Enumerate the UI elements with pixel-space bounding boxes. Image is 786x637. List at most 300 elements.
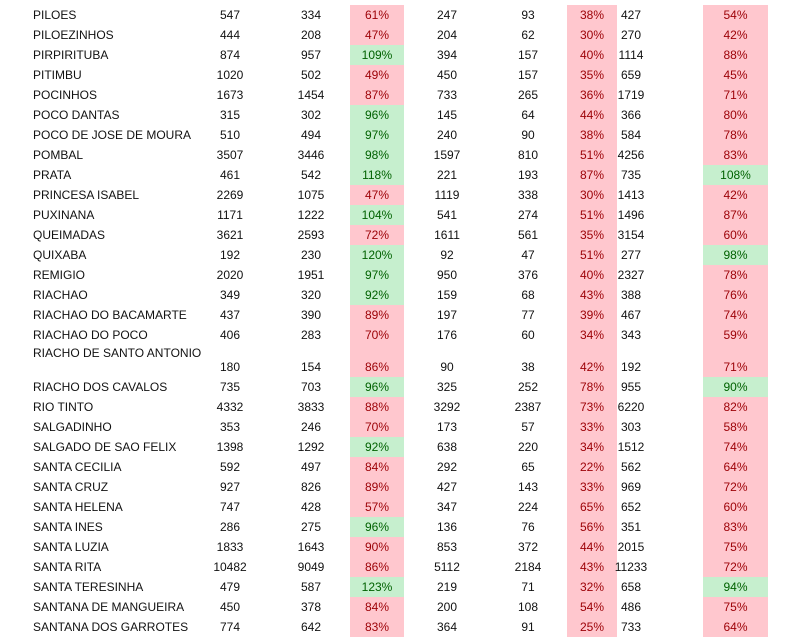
value-col-2: 497 bbox=[300, 460, 322, 474]
percent-col-1: 72% bbox=[350, 225, 404, 245]
percent-col-1: 96% bbox=[350, 517, 404, 537]
percent-col-3: 64% bbox=[703, 457, 768, 477]
value-col-3: 240 bbox=[436, 128, 458, 142]
value-col-2: 587 bbox=[300, 580, 322, 594]
value-col-5: 652 bbox=[620, 500, 642, 514]
municipality-name: PRATA bbox=[33, 168, 72, 182]
percent-col-1: 88% bbox=[350, 397, 404, 417]
percent-col-1: 92% bbox=[350, 437, 404, 457]
value-col-4: 372 bbox=[517, 540, 539, 554]
municipality-name: SANTA CRUZ bbox=[33, 480, 109, 494]
value-col-3: 90 bbox=[440, 360, 454, 374]
value-col-2: 283 bbox=[300, 328, 322, 342]
value-col-1: 735 bbox=[219, 380, 241, 394]
table-row bbox=[0, 245, 786, 265]
table-row bbox=[0, 377, 786, 397]
value-col-3: 221 bbox=[436, 168, 458, 182]
value-col-2: 642 bbox=[300, 620, 322, 634]
value-col-1: 1171 bbox=[217, 208, 243, 222]
value-col-2: 334 bbox=[300, 8, 322, 22]
municipality-name: PILOEZINHOS bbox=[33, 28, 114, 42]
value-col-4: 252 bbox=[517, 380, 539, 394]
value-col-2: 494 bbox=[300, 128, 322, 142]
value-col-3: 347 bbox=[436, 500, 458, 514]
value-col-5: 303 bbox=[620, 420, 642, 434]
value-col-5: 3154 bbox=[617, 228, 645, 242]
value-col-5: 733 bbox=[620, 620, 642, 634]
percent-col-2: 22% bbox=[567, 457, 617, 477]
value-col-4: 77 bbox=[521, 308, 535, 322]
value-col-1: 461 bbox=[219, 168, 241, 182]
value-col-5: 659 bbox=[620, 68, 642, 82]
value-col-3: 1119 bbox=[434, 188, 460, 202]
value-col-4: 62 bbox=[521, 28, 535, 42]
value-col-2: 1075 bbox=[297, 188, 325, 202]
value-col-5: 6220 bbox=[617, 400, 645, 414]
value-col-5: 427 bbox=[620, 8, 642, 22]
percent-col-3: 88% bbox=[703, 45, 768, 65]
value-col-3: 1611 bbox=[434, 228, 460, 242]
value-col-2: 3446 bbox=[297, 148, 325, 162]
value-col-5: 343 bbox=[620, 328, 642, 342]
percent-col-2: 87% bbox=[567, 165, 617, 185]
percent-col-1: 97% bbox=[350, 265, 404, 285]
value-col-1: 349 bbox=[219, 288, 241, 302]
percent-col-3: 75% bbox=[703, 597, 768, 617]
value-col-4: 64 bbox=[521, 108, 535, 122]
value-col-2: 826 bbox=[300, 480, 322, 494]
value-col-1: 437 bbox=[219, 308, 241, 322]
value-col-5: 1496 bbox=[617, 208, 645, 222]
percent-col-3: 74% bbox=[703, 305, 768, 325]
value-col-4: 57 bbox=[521, 420, 535, 434]
value-col-4: 90 bbox=[521, 128, 535, 142]
table-row bbox=[0, 5, 786, 25]
value-col-2: 390 bbox=[300, 308, 322, 322]
table-row bbox=[0, 557, 786, 577]
percent-col-3: 60% bbox=[703, 497, 768, 517]
table-row bbox=[0, 497, 786, 517]
percent-col-1: 61% bbox=[350, 5, 404, 25]
value-col-5: 1719 bbox=[617, 88, 645, 102]
value-col-3: 541 bbox=[436, 208, 458, 222]
value-col-1: 927 bbox=[219, 480, 241, 494]
percent-col-2: 32% bbox=[567, 577, 617, 597]
value-col-3: 145 bbox=[436, 108, 458, 122]
table-row bbox=[0, 617, 786, 637]
value-col-2: 246 bbox=[300, 420, 322, 434]
value-col-5: 1512 bbox=[617, 440, 645, 454]
table-row bbox=[0, 437, 786, 457]
municipality-name: PUXINANA bbox=[33, 208, 95, 222]
value-col-1: 1398 bbox=[216, 440, 244, 454]
value-col-4: 338 bbox=[517, 188, 539, 202]
municipality-name: SANTA RITA bbox=[33, 560, 102, 574]
table-row bbox=[0, 65, 786, 85]
percent-col-1: 83% bbox=[350, 617, 404, 637]
value-col-5: 969 bbox=[620, 480, 642, 494]
value-col-4: 93 bbox=[521, 8, 535, 22]
municipality-name: SANTA CECILIA bbox=[33, 460, 122, 474]
percent-col-3: 74% bbox=[703, 437, 768, 457]
value-col-3: 638 bbox=[436, 440, 458, 454]
value-col-4: 76 bbox=[521, 520, 535, 534]
percent-col-3: 42% bbox=[703, 185, 768, 205]
value-col-1: 315 bbox=[219, 108, 241, 122]
percent-col-1: 123% bbox=[350, 577, 404, 597]
percent-col-2: 38% bbox=[567, 125, 617, 145]
municipality-name: RIACHO DOS CAVALOS bbox=[33, 380, 168, 394]
table-row bbox=[0, 165, 786, 185]
percent-col-3: 59% bbox=[703, 325, 768, 345]
value-col-4: 376 bbox=[517, 268, 539, 282]
percent-col-1: 47% bbox=[350, 185, 404, 205]
value-col-1: 2020 bbox=[216, 268, 244, 282]
municipality-name: RIACHAO bbox=[33, 288, 88, 302]
value-col-3: 197 bbox=[436, 308, 458, 322]
value-col-1: 1020 bbox=[216, 68, 244, 82]
value-col-5: 351 bbox=[620, 520, 642, 534]
percent-col-1: 87% bbox=[350, 85, 404, 105]
value-col-1: 3507 bbox=[216, 148, 244, 162]
value-col-5: 584 bbox=[620, 128, 642, 142]
percent-col-2: 30% bbox=[567, 25, 617, 45]
percent-col-3: 54% bbox=[703, 5, 768, 25]
value-col-2: 2593 bbox=[297, 228, 325, 242]
value-col-3: 247 bbox=[436, 8, 458, 22]
percent-col-3: 78% bbox=[703, 125, 768, 145]
value-col-4: 143 bbox=[517, 480, 539, 494]
value-col-3: 733 bbox=[436, 88, 458, 102]
percent-col-1: 89% bbox=[350, 305, 404, 325]
value-col-1: 4332 bbox=[216, 400, 244, 414]
value-col-4: 265 bbox=[517, 88, 539, 102]
value-col-2: 1643 bbox=[297, 540, 325, 554]
value-col-2: 208 bbox=[300, 28, 322, 42]
value-col-1: 1673 bbox=[216, 88, 244, 102]
value-col-4: 71 bbox=[521, 580, 535, 594]
value-col-4: 91 bbox=[521, 620, 535, 634]
value-col-4: 2387 bbox=[514, 400, 542, 414]
value-col-4: 38 bbox=[521, 360, 535, 374]
percent-col-2: 34% bbox=[567, 437, 617, 457]
percent-col-1: 97% bbox=[350, 125, 404, 145]
percent-col-1: 70% bbox=[350, 325, 404, 345]
value-col-3: 176 bbox=[436, 328, 458, 342]
table-row bbox=[0, 205, 786, 225]
percent-col-1: 84% bbox=[350, 457, 404, 477]
percent-col-3: 108% bbox=[703, 165, 768, 185]
value-col-3: 364 bbox=[436, 620, 458, 634]
table-row bbox=[0, 105, 786, 125]
percent-col-3: 42% bbox=[703, 25, 768, 45]
percent-col-1: 70% bbox=[350, 417, 404, 437]
percent-col-1: 96% bbox=[350, 105, 404, 125]
municipality-name: PITIMBU bbox=[33, 68, 82, 82]
municipality-name: SANTANA DOS GARROTES bbox=[33, 620, 189, 634]
value-col-2: 1222 bbox=[297, 208, 325, 222]
value-col-3: 427 bbox=[436, 480, 458, 494]
value-col-1: 774 bbox=[219, 620, 241, 634]
percent-col-2: 73% bbox=[567, 397, 617, 417]
value-col-2: 230 bbox=[300, 248, 322, 262]
value-col-3: 159 bbox=[436, 288, 458, 302]
table-row bbox=[0, 517, 786, 537]
value-col-5: 1413 bbox=[617, 188, 645, 202]
value-col-4: 60 bbox=[521, 328, 535, 342]
value-col-3: 1597 bbox=[433, 148, 461, 162]
value-col-5: 11233 bbox=[614, 560, 648, 574]
municipality-name: POCO DE JOSE DE MOURA bbox=[33, 128, 192, 142]
value-col-2: 3833 bbox=[297, 400, 325, 414]
percent-col-2: 43% bbox=[567, 557, 617, 577]
value-col-3: 325 bbox=[436, 380, 458, 394]
percent-col-3: 72% bbox=[703, 557, 768, 577]
municipality-name: SANTA LUZIA bbox=[33, 540, 109, 554]
table-row bbox=[0, 397, 786, 417]
table-row bbox=[0, 457, 786, 477]
municipality-name: QUEIMADAS bbox=[33, 228, 106, 242]
percent-col-2: 51% bbox=[567, 145, 617, 165]
value-col-5: 277 bbox=[620, 248, 642, 262]
percent-col-2: 30% bbox=[567, 185, 617, 205]
value-col-4: 65 bbox=[521, 460, 535, 474]
value-col-4: 224 bbox=[517, 500, 539, 514]
value-col-1: 874 bbox=[219, 48, 241, 62]
value-col-1: 180 bbox=[219, 360, 241, 374]
value-col-1: 1833 bbox=[216, 540, 244, 554]
municipality-name: SALGADINHO bbox=[33, 420, 112, 434]
value-col-1: 592 bbox=[219, 460, 241, 474]
value-col-2: 320 bbox=[300, 288, 322, 302]
table-row bbox=[0, 325, 786, 345]
percent-col-2: 33% bbox=[567, 477, 617, 497]
table-row bbox=[0, 477, 786, 497]
value-col-5: 562 bbox=[620, 460, 642, 474]
table-row bbox=[0, 45, 786, 65]
value-col-1: 3621 bbox=[216, 228, 244, 242]
municipality-name: RIACHAO DO BACAMARTE bbox=[33, 308, 187, 322]
value-col-1: 547 bbox=[219, 8, 241, 22]
percent-col-1: 49% bbox=[350, 65, 404, 85]
value-col-5: 735 bbox=[620, 168, 642, 182]
value-col-4: 810 bbox=[517, 148, 539, 162]
percent-col-1: 86% bbox=[350, 557, 404, 577]
percent-col-3: 98% bbox=[703, 245, 768, 265]
value-col-2: 502 bbox=[300, 68, 322, 82]
municipality-name: SANTA TERESINHA bbox=[33, 580, 144, 594]
value-col-2: 275 bbox=[300, 520, 322, 534]
percent-col-1: 118% bbox=[350, 165, 404, 185]
table-row bbox=[0, 145, 786, 165]
value-col-1: 450 bbox=[219, 600, 241, 614]
value-col-4: 274 bbox=[517, 208, 539, 222]
municipality-name: QUIXABA bbox=[33, 248, 87, 262]
percent-col-2: 65% bbox=[567, 497, 617, 517]
percent-col-3: 83% bbox=[703, 145, 768, 165]
percent-col-3: 78% bbox=[703, 265, 768, 285]
value-col-3: 204 bbox=[436, 28, 458, 42]
municipality-name: POCINHOS bbox=[33, 88, 98, 102]
table-row bbox=[0, 537, 786, 557]
municipality-name: REMIGIO bbox=[33, 268, 86, 282]
value-col-4: 68 bbox=[521, 288, 535, 302]
percent-col-3: 71% bbox=[703, 345, 768, 377]
value-col-5: 2015 bbox=[617, 540, 645, 554]
value-col-5: 2327 bbox=[617, 268, 645, 282]
percent-col-1: 86% bbox=[350, 345, 404, 377]
table-row bbox=[0, 305, 786, 325]
value-col-3: 292 bbox=[436, 460, 458, 474]
percent-col-1: 96% bbox=[350, 377, 404, 397]
municipality-name: POCO DANTAS bbox=[33, 108, 120, 122]
percent-col-1: 92% bbox=[350, 285, 404, 305]
percent-col-2: 33% bbox=[567, 417, 617, 437]
percent-col-3: 64% bbox=[703, 617, 768, 637]
percent-col-3: 72% bbox=[703, 477, 768, 497]
value-col-2: 9049 bbox=[297, 560, 325, 574]
value-col-1: 286 bbox=[219, 520, 241, 534]
value-col-3: 92 bbox=[440, 248, 454, 262]
municipality-name: RIO TINTO bbox=[33, 400, 94, 414]
value-col-1: 406 bbox=[219, 328, 241, 342]
percent-col-2: 35% bbox=[567, 65, 617, 85]
percent-col-2: 40% bbox=[567, 45, 617, 65]
value-col-5: 388 bbox=[620, 288, 642, 302]
percent-col-3: 60% bbox=[703, 225, 768, 245]
percent-col-2: 44% bbox=[567, 537, 617, 557]
value-col-4: 108 bbox=[517, 600, 539, 614]
value-col-5: 486 bbox=[620, 600, 642, 614]
percent-col-1: 57% bbox=[350, 497, 404, 517]
value-col-4: 2184 bbox=[514, 560, 542, 574]
value-col-5: 658 bbox=[620, 580, 642, 594]
municipality-name: POMBAL bbox=[33, 148, 84, 162]
percent-col-2: 56% bbox=[567, 517, 617, 537]
percent-col-1: 47% bbox=[350, 25, 404, 45]
value-col-2: 703 bbox=[300, 380, 322, 394]
percent-col-3: 94% bbox=[703, 577, 768, 597]
value-col-3: 136 bbox=[436, 520, 458, 534]
value-col-5: 1114 bbox=[618, 48, 644, 62]
value-col-1: 192 bbox=[219, 248, 241, 262]
table-row bbox=[0, 85, 786, 105]
percent-col-3: 45% bbox=[703, 65, 768, 85]
percent-col-1: 109% bbox=[350, 45, 404, 65]
percent-col-3: 90% bbox=[703, 377, 768, 397]
table-row bbox=[0, 345, 786, 377]
percent-col-2: 35% bbox=[567, 225, 617, 245]
value-col-1: 747 bbox=[219, 500, 241, 514]
value-col-2: 154 bbox=[300, 360, 322, 374]
value-col-3: 394 bbox=[436, 48, 458, 62]
value-col-4: 157 bbox=[517, 48, 539, 62]
percent-col-2: 39% bbox=[567, 305, 617, 325]
value-col-3: 200 bbox=[436, 600, 458, 614]
municipality-name: PILOES bbox=[33, 8, 77, 22]
value-col-5: 467 bbox=[620, 308, 642, 322]
value-col-3: 5112 bbox=[434, 560, 460, 574]
value-col-3: 450 bbox=[436, 68, 458, 82]
percent-col-3: 87% bbox=[703, 205, 768, 225]
value-col-1: 479 bbox=[219, 580, 241, 594]
value-col-4: 220 bbox=[517, 440, 539, 454]
percent-col-1: 98% bbox=[350, 145, 404, 165]
municipality-name: SANTA INES bbox=[33, 520, 103, 534]
value-col-4: 561 bbox=[517, 228, 539, 242]
table-row bbox=[0, 125, 786, 145]
value-col-2: 1292 bbox=[297, 440, 325, 454]
percent-col-1: 84% bbox=[350, 597, 404, 617]
value-col-1: 2269 bbox=[216, 188, 244, 202]
percent-col-3: 71% bbox=[703, 85, 768, 105]
value-col-5: 955 bbox=[620, 380, 642, 394]
percent-col-2: 38% bbox=[567, 5, 617, 25]
value-col-4: 157 bbox=[517, 68, 539, 82]
municipality-name: PRINCESA ISABEL bbox=[33, 188, 140, 202]
percent-col-2: 51% bbox=[567, 245, 617, 265]
value-col-1: 444 bbox=[219, 28, 241, 42]
value-col-4: 47 bbox=[521, 248, 535, 262]
percent-col-2: 44% bbox=[567, 105, 617, 125]
value-col-1: 510 bbox=[219, 128, 241, 142]
value-col-2: 302 bbox=[300, 108, 322, 122]
table-row bbox=[0, 25, 786, 45]
percent-col-3: 75% bbox=[703, 537, 768, 557]
value-col-5: 4256 bbox=[617, 148, 645, 162]
value-col-2: 542 bbox=[300, 168, 322, 182]
percent-col-2: 54% bbox=[567, 597, 617, 617]
percent-col-1: 104% bbox=[350, 205, 404, 225]
table-row bbox=[0, 225, 786, 245]
table-row bbox=[0, 185, 786, 205]
value-col-5: 192 bbox=[620, 360, 642, 374]
percent-col-3: 83% bbox=[703, 517, 768, 537]
municipality-name: SALGADO DE SAO FELIX bbox=[33, 440, 177, 454]
percent-col-3: 82% bbox=[703, 397, 768, 417]
percent-col-3: 80% bbox=[703, 105, 768, 125]
value-col-3: 3292 bbox=[433, 400, 461, 414]
municipality-name: PIRPIRITUBA bbox=[33, 48, 109, 62]
value-col-3: 853 bbox=[436, 540, 458, 554]
value-col-2: 1454 bbox=[297, 88, 325, 102]
table-row bbox=[0, 577, 786, 597]
percent-col-3: 58% bbox=[703, 417, 768, 437]
value-col-3: 219 bbox=[436, 580, 458, 594]
percent-col-2: 51% bbox=[567, 205, 617, 225]
value-col-5: 366 bbox=[620, 108, 642, 122]
municipality-name: RIACHAO DO POCO bbox=[33, 328, 148, 342]
value-col-1: 353 bbox=[219, 420, 241, 434]
percent-col-3: 76% bbox=[703, 285, 768, 305]
percent-col-2: 36% bbox=[567, 85, 617, 105]
value-col-4: 193 bbox=[517, 168, 539, 182]
percent-col-1: 90% bbox=[350, 537, 404, 557]
value-col-2: 957 bbox=[300, 48, 322, 62]
value-col-3: 950 bbox=[436, 268, 458, 282]
percent-col-2: 34% bbox=[567, 325, 617, 345]
percent-col-2: 43% bbox=[567, 285, 617, 305]
value-col-1: 10482 bbox=[213, 560, 247, 574]
municipality-name: SANTANA DE MANGUEIRA bbox=[33, 600, 185, 614]
table-row bbox=[0, 265, 786, 285]
percent-col-2: 40% bbox=[567, 265, 617, 285]
value-col-2: 1951 bbox=[297, 268, 325, 282]
value-col-2: 428 bbox=[300, 500, 322, 514]
percent-col-1: 120% bbox=[350, 245, 404, 265]
percent-col-2: 42% bbox=[567, 345, 617, 377]
table-row bbox=[0, 417, 786, 437]
